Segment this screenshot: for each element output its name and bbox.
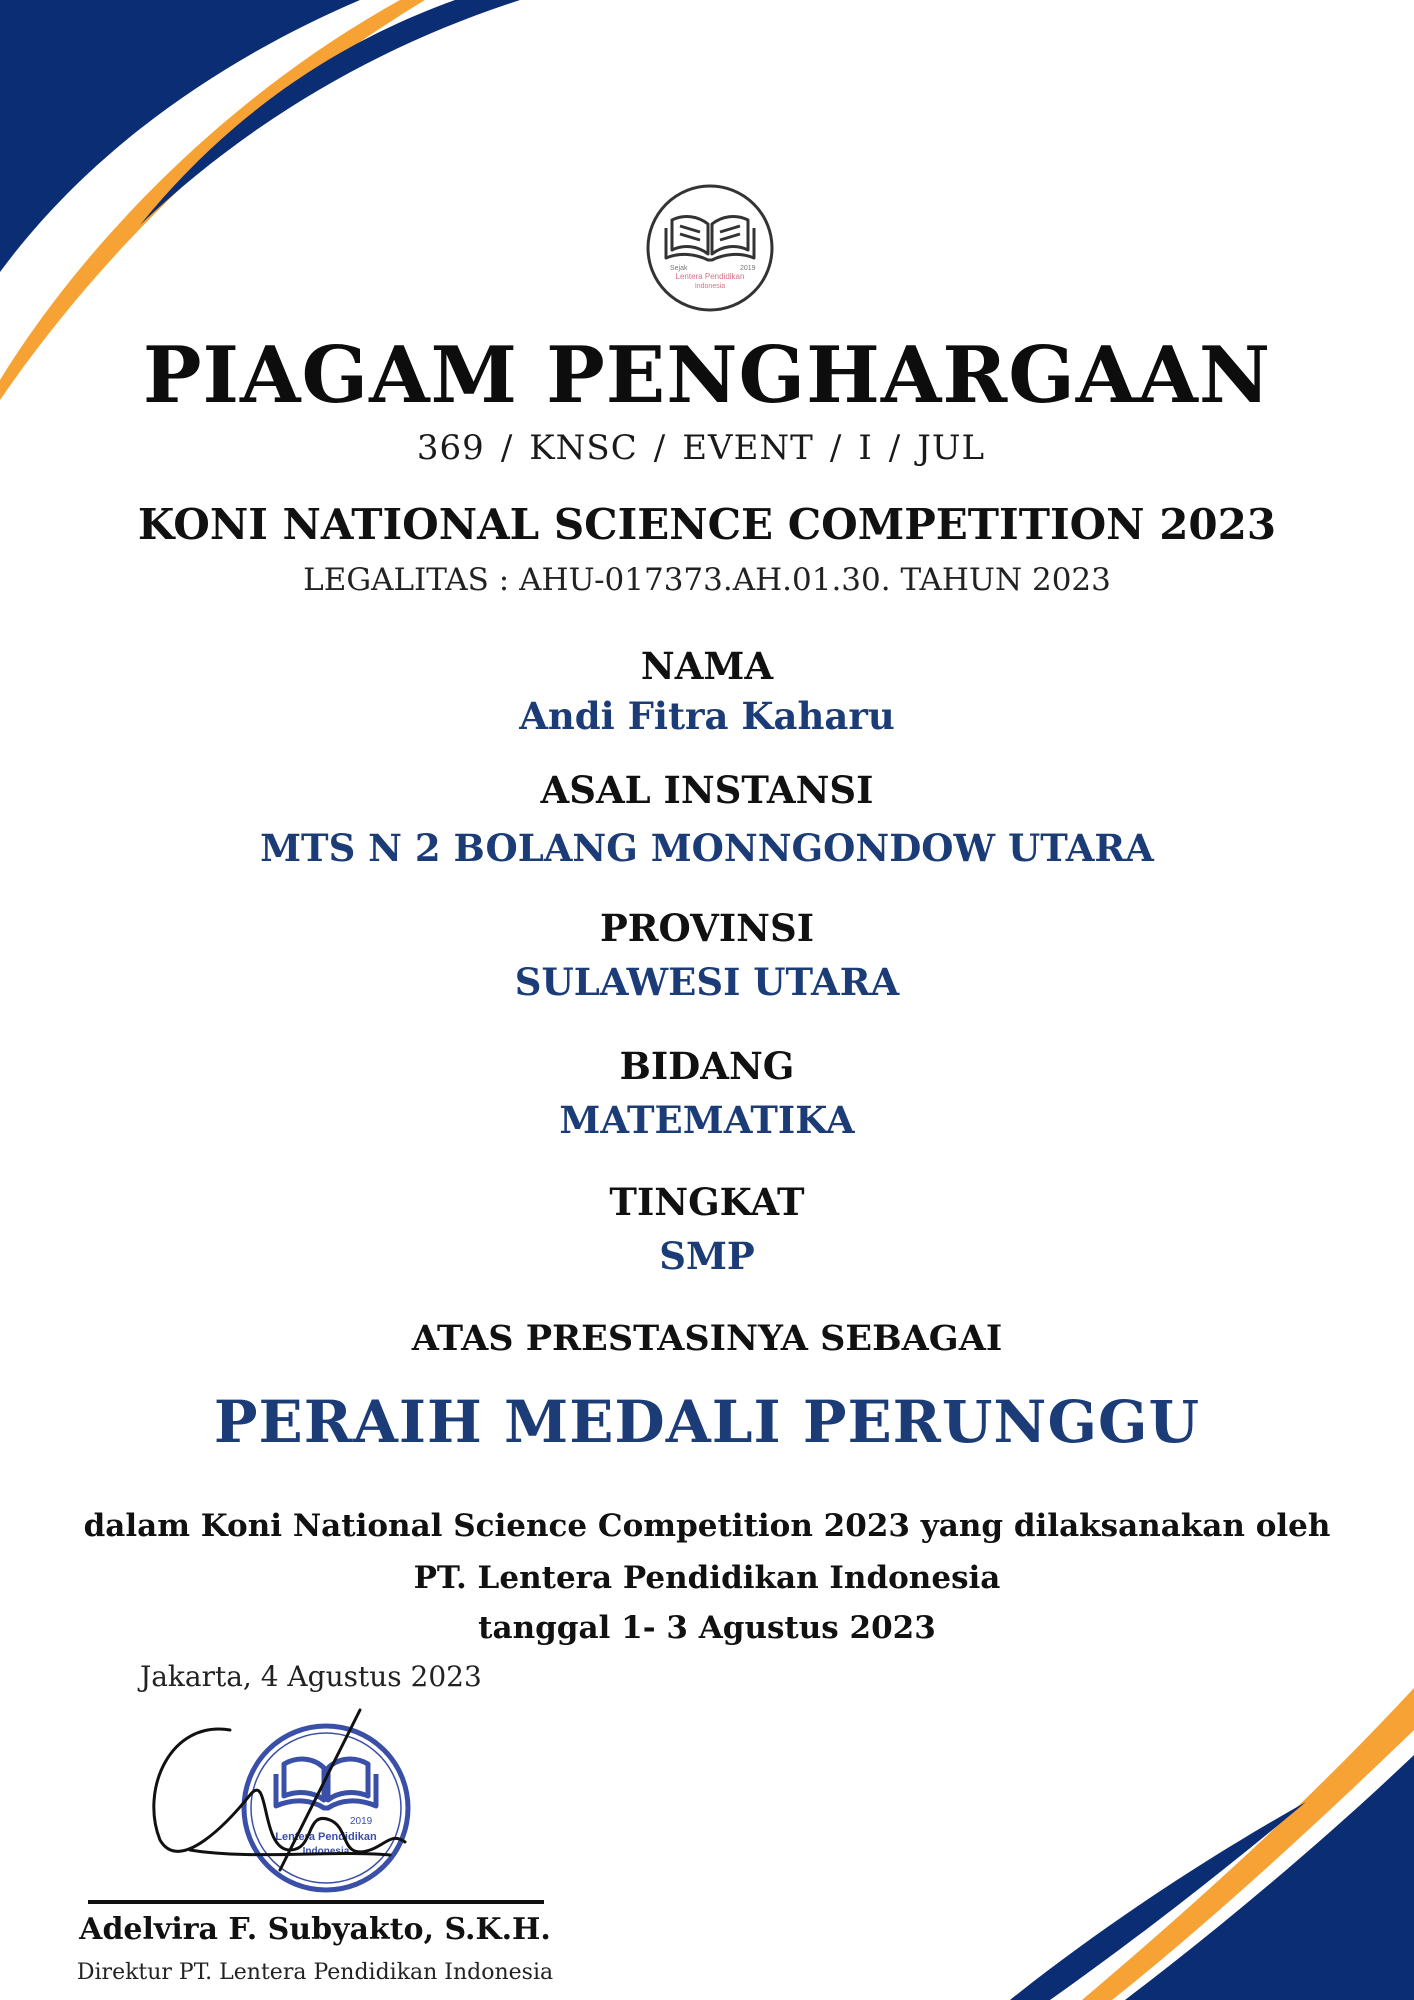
stamp-book-icon xyxy=(276,1759,376,1808)
signature-stamp xyxy=(130,1700,450,1900)
number-part-5: JUL xyxy=(917,428,986,468)
stamp-seal xyxy=(244,1726,408,1890)
certificate-title: PIAGAM PENGHARGAAN xyxy=(142,330,1272,421)
signature-line xyxy=(88,1900,544,1904)
logo-org-line1: Lentera Pendidikan xyxy=(675,272,745,281)
provinsi-value: SULAWESI UTARA xyxy=(514,960,900,1004)
number-part-1: 369 xyxy=(416,428,485,468)
nama-value: Andi Fitra Kaharu xyxy=(519,694,895,738)
description-line-3: tanggal 1- 3 Agustus 2023 xyxy=(478,1610,936,1646)
legal-text: LEGALITAS : AHU-017373.AH.01.30. TAHUN 2023 xyxy=(303,562,1111,598)
nama-label: NAMA xyxy=(640,644,774,688)
logo-year-right: 2019 xyxy=(740,265,756,272)
stamp-org-line1: Lentera Pendidikan xyxy=(275,1831,377,1843)
stamp-org-line2: Indonesia xyxy=(302,1846,350,1857)
number-part-4: I xyxy=(858,428,873,468)
instansi-value: MTS N 2 BOLANG MONNGONDOW UTARA xyxy=(260,826,1154,870)
award-title: PERAIH MEDALI PERUNGGU xyxy=(213,1388,1201,1456)
number-part-2: KNSC xyxy=(529,428,638,468)
top-left-navy-swoosh xyxy=(0,0,360,272)
bidang-value: MATEMATIKA xyxy=(559,1098,855,1142)
description-line-2: PT. Lentera Pendidikan Indonesia xyxy=(413,1560,1001,1596)
organization-logo xyxy=(644,182,776,314)
certificate-number: 369 / KNSC / EVENT / I / JUL xyxy=(416,428,986,468)
signer-position: Direktur PT. Lentera Pendidikan Indonesia xyxy=(76,1960,554,1985)
logo-org-line2: Indonesia xyxy=(694,283,726,290)
number-part-3: EVENT xyxy=(682,428,814,468)
bidang-label: BIDANG xyxy=(619,1044,795,1088)
logo-year-left: Sejak xyxy=(670,265,688,272)
stamp-year: 2019 xyxy=(350,1816,373,1827)
tingkat-value: SMP xyxy=(659,1234,755,1278)
instansi-label: ASAL INSTANSI xyxy=(540,768,874,812)
description-line-1: dalam Koni National Science Competition 2023 yang dilaksanakan oleh xyxy=(83,1508,1331,1544)
signer-name: Adelvira F. Subyakto, S.K.H. xyxy=(79,1912,551,1947)
tingkat-label: TINGKAT xyxy=(609,1180,805,1224)
achievement-intro: ATAS PRESTASINYA SEBAGAI xyxy=(411,1318,1003,1359)
place-date: Jakarta, 4 Agustus 2023 xyxy=(140,1660,482,1693)
provinsi-label: PROVINSI xyxy=(599,906,814,950)
bottom-right-navy-swoosh xyxy=(1125,1755,1414,2000)
event-name: KONI NATIONAL SCIENCE COMPETITION 2023 xyxy=(137,500,1277,549)
